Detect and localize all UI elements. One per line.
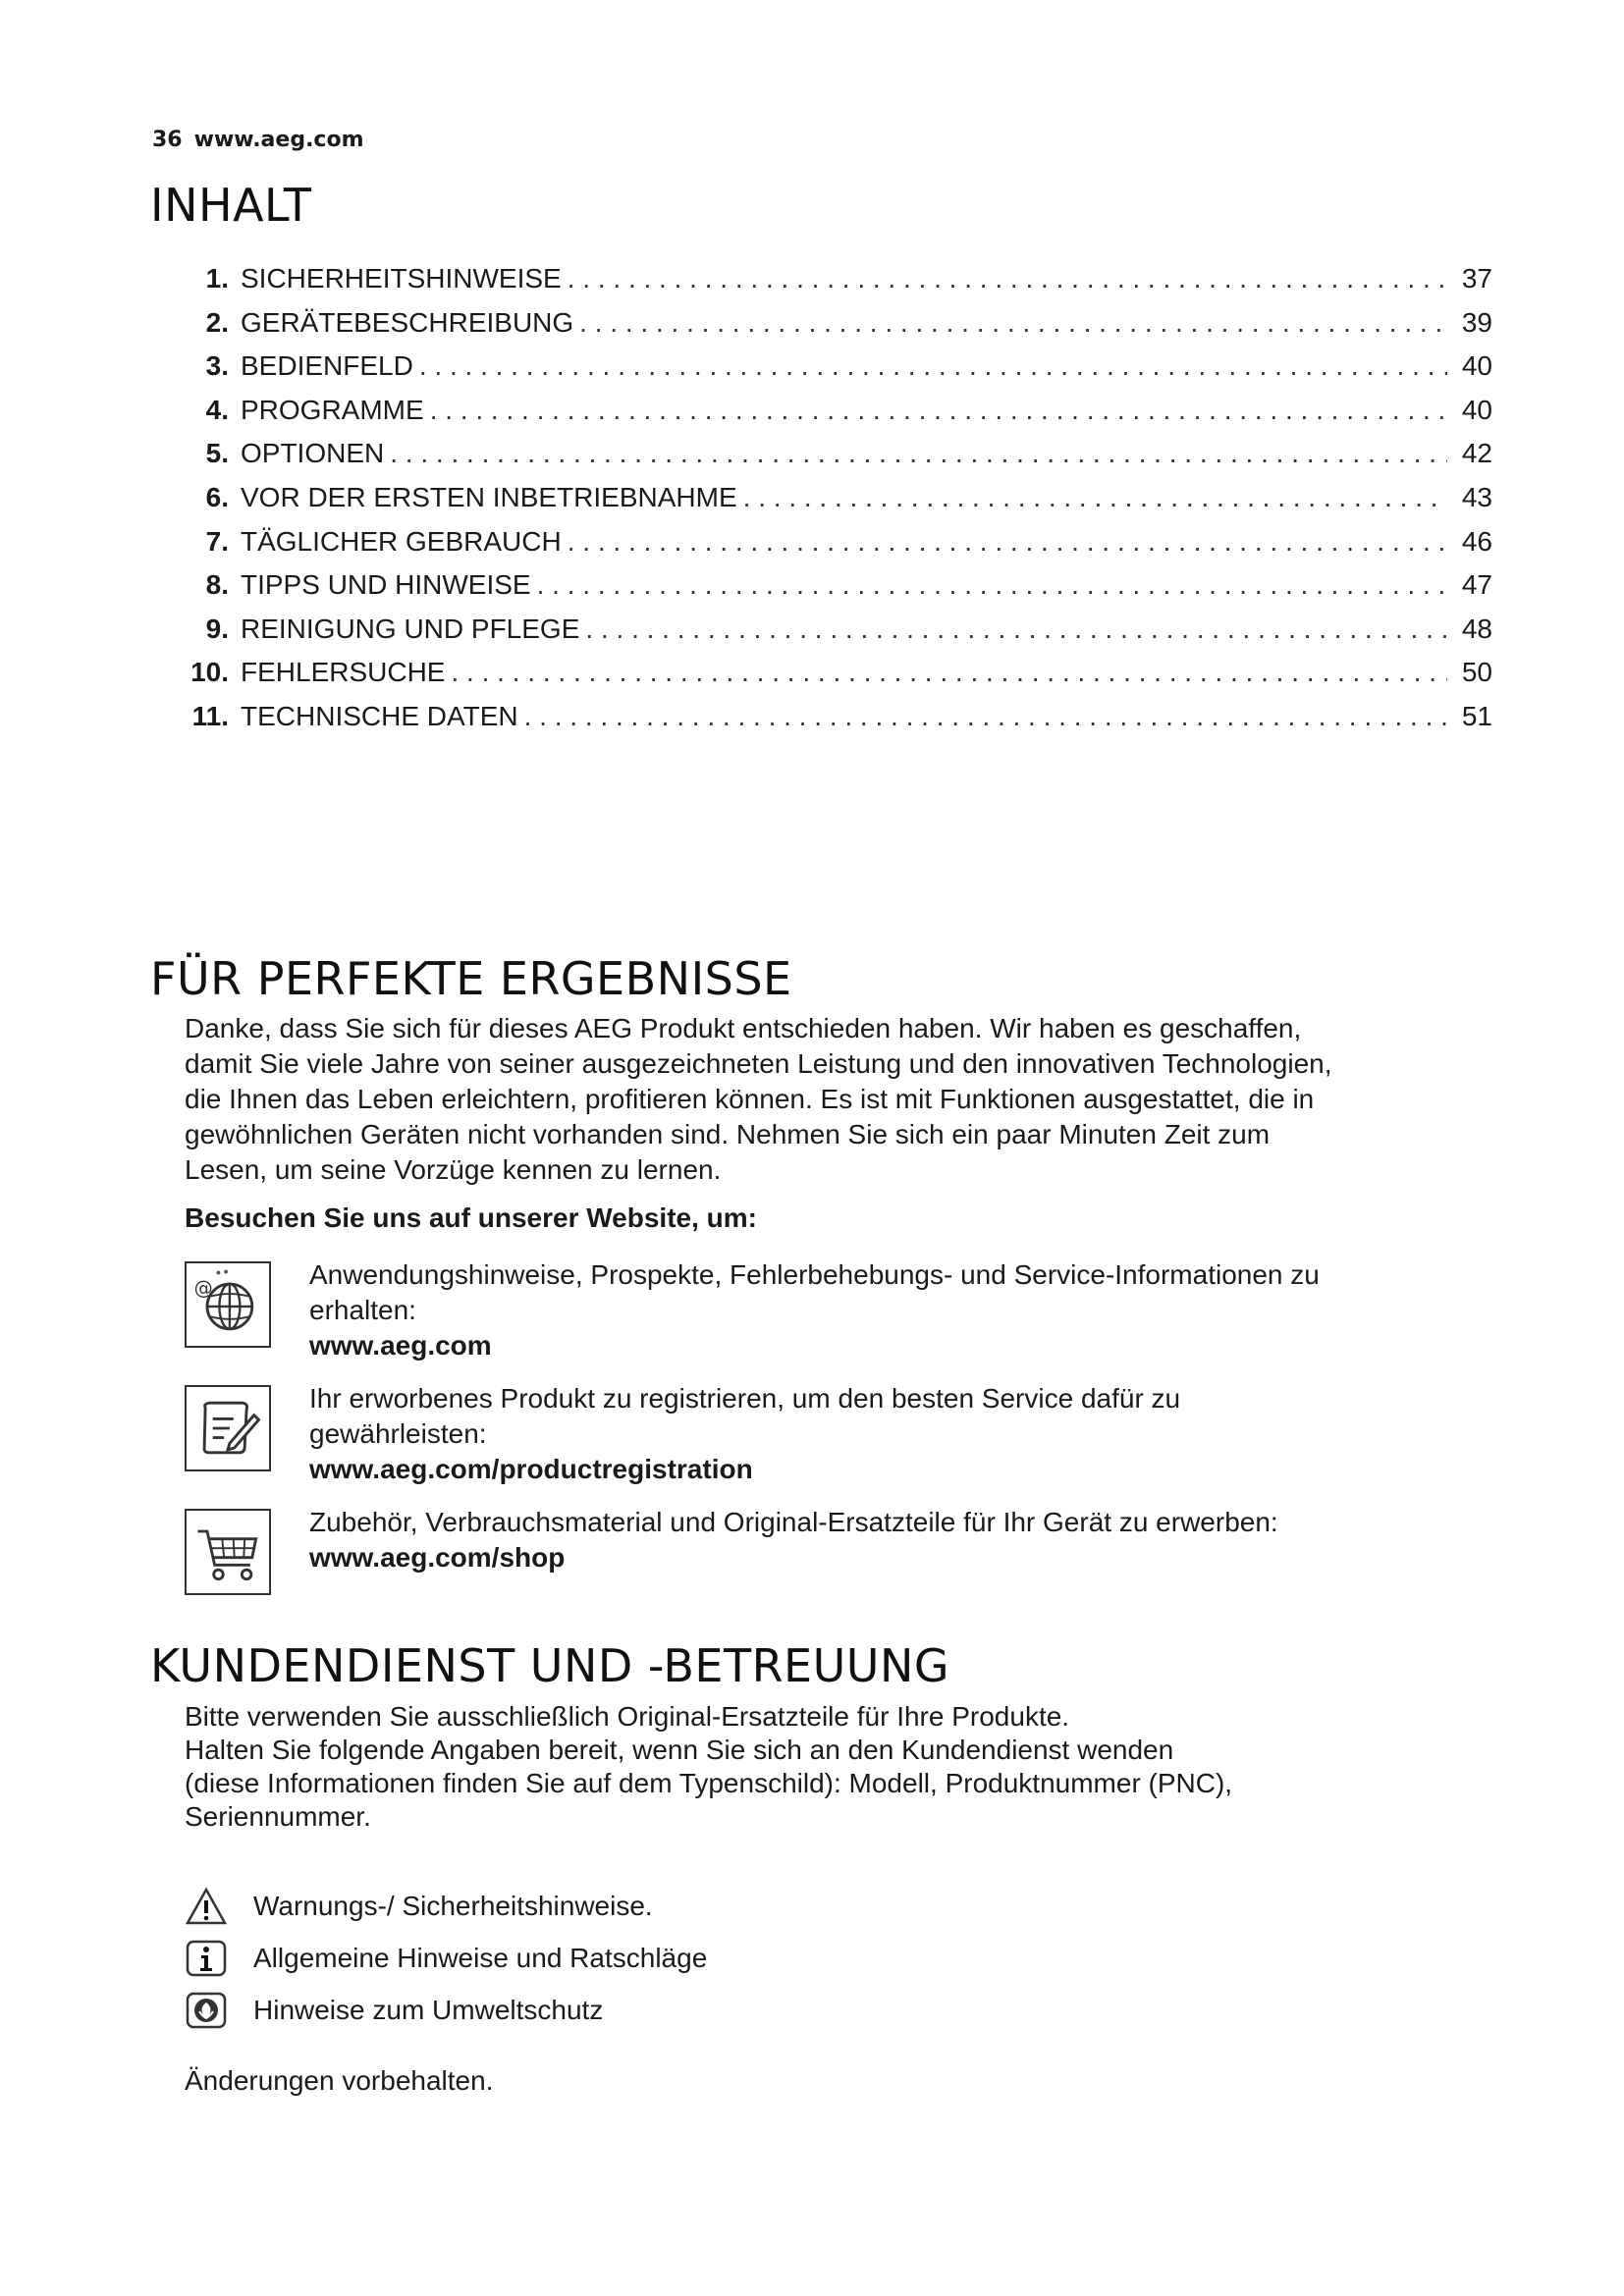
toc-item-page: 43 <box>1461 481 1492 512</box>
toc-item-title: OPTIONEN <box>241 438 385 469</box>
service-line: Seriennummer. <box>185 1801 371 1832</box>
toc-item-title: PROGRAMME <box>241 394 424 425</box>
customer-service-title: KUNDENDIENST UND -BETREUUNG <box>150 1639 950 1692</box>
toc-leader-dots <box>537 569 1447 601</box>
changes-reserved-note: Änderungen vorbehalten. <box>185 2065 494 2096</box>
toc-leader-dots <box>743 482 1447 513</box>
toc-item-page: 40 <box>1461 394 1492 425</box>
toc-item-number: 3. <box>205 350 229 382</box>
intro-paragraph <box>185 1011 1520 1188</box>
toc-item-number: 2. <box>205 306 229 338</box>
toc-item-number: 4. <box>205 394 229 425</box>
toc-item-page: 46 <box>1461 525 1492 557</box>
toc-item-page: 48 <box>1461 613 1492 644</box>
web-info-item <box>185 1509 1500 1607</box>
toc-item-title: BEDIENFELD <box>241 350 413 382</box>
web-info-item <box>185 1261 1500 1360</box>
toc-item-page: 42 <box>1461 438 1492 469</box>
toc-title: INHALT <box>150 179 312 232</box>
legend-item <box>185 1885 653 1928</box>
toc-leader-dots <box>579 307 1447 339</box>
legend-text: Hinweise zum Umweltschutz <box>253 1995 604 2025</box>
toc-item <box>172 526 1492 570</box>
toc-leader-dots <box>568 263 1447 294</box>
toc-item-title: GERÄTEBESCHREIBUNG <box>241 306 574 338</box>
toc-item-number: 8. <box>205 569 229 601</box>
toc-item-page: 50 <box>1461 657 1492 688</box>
service-line: Bitte verwenden Sie ausschließlich Original-Ersatzteile für Ihre Produkte. <box>185 1701 1070 1732</box>
toc-item-number: 7. <box>205 525 229 557</box>
shopping-cart-icon <box>185 1509 271 1595</box>
environment-icon <box>185 1991 228 2030</box>
toc-item-title: FEHLERSUCHE <box>241 657 446 688</box>
toc-item-title: REINIGUNG UND PFLEGE <box>241 613 580 644</box>
toc-item-number: 5. <box>205 438 229 469</box>
toc-item <box>172 307 1492 351</box>
visit-website-heading: Besuchen Sie uns auf unserer Website, um: <box>185 1202 757 1233</box>
toc-item-title: TIPPS UND HINWEISE <box>241 569 531 601</box>
toc-item <box>172 350 1492 395</box>
web-info-text: Anwendungshinweise, Prospekte, Fehlerbehebungs- und Service-Informationen zu <box>309 1259 1320 1290</box>
toc-leader-dots <box>390 438 1447 469</box>
web-info-text: Ihr erworbenes Produkt zu registrieren, um den besten Service dafür zu <box>309 1383 1181 1414</box>
header-url: www.aeg.com <box>193 128 364 152</box>
web-globe-icon <box>185 1261 271 1348</box>
toc-item-page: 40 <box>1461 350 1492 382</box>
intro-line: damit Sie viele Jahre von seiner ausgezeichneten Leistung und den innovativen Technologien, <box>185 1048 1332 1079</box>
toc-item <box>172 657 1492 701</box>
toc-item-title: TÄGLICHER GEBRAUCH <box>241 525 562 557</box>
toc-item-number: 11. <box>191 700 229 731</box>
registration-form-icon <box>185 1385 271 1471</box>
toc-leader-dots <box>430 395 1447 426</box>
toc-item-number: 6. <box>205 481 229 512</box>
legend-item <box>185 1989 603 2032</box>
toc-leader-dots <box>451 657 1447 688</box>
toc-item-title: TECHNISCHE DATEN <box>241 700 518 731</box>
product-registration-link[interactable]: www.aeg.com/productregistration <box>309 1454 753 1484</box>
perfect-results-title: FÜR PERFEKTE ERGEBNISSE <box>150 952 792 1005</box>
toc-item-page: 51 <box>1461 700 1492 731</box>
web-info-text: erhalten: <box>309 1295 416 1325</box>
legend-item <box>185 1937 707 1980</box>
toc-leader-dots <box>568 526 1447 558</box>
toc-leader-dots <box>524 701 1447 732</box>
intro-line: Danke, dass Sie sich für dieses AEG Produkt entschieden haben. Wir haben es geschaffen, <box>185 1013 1302 1043</box>
web-info-text: Zubehör, Verbrauchsmaterial und Original-Ersatzteile für Ihr Gerät zu erwerben: <box>309 1507 1278 1537</box>
table-of-contents <box>172 263 1492 745</box>
service-paragraph <box>185 1700 1520 1834</box>
toc-item-number: 9. <box>205 613 229 644</box>
toc-item <box>172 614 1492 658</box>
toc-item <box>172 482 1492 526</box>
service-line: (diese Informationen finden Sie auf dem Typenschild): Modell, Produktnummer (PNC), <box>185 1768 1233 1798</box>
aeg-website-link[interactable]: www.aeg.com <box>309 1330 492 1361</box>
warning-triangle-icon <box>185 1887 228 1926</box>
svg-text:@: @ <box>193 1276 213 1300</box>
toc-leader-dots <box>585 614 1447 645</box>
info-icon <box>185 1939 228 1978</box>
legend-text: Allgemeine Hinweise und Ratschläge <box>253 1943 708 1973</box>
toc-item-page: 39 <box>1461 306 1492 338</box>
toc-leader-dots <box>419 350 1447 382</box>
service-line: Halten Sie folgende Angaben bereit, wenn Sie sich an den Kundendienst wenden <box>185 1735 1174 1765</box>
intro-line: gewöhnlichen Geräten nicht vorhanden sind. Nehmen Sie sich ein paar Minuten Zeit zum <box>185 1119 1271 1149</box>
toc-item-number: 1. <box>205 263 229 294</box>
toc-item <box>172 701 1492 745</box>
web-info-item <box>185 1385 1500 1483</box>
legend-text: Warnungs-/ Sicherheitshinweise. <box>253 1891 653 1921</box>
page-number: 36 <box>152 128 183 152</box>
intro-line: die Ihnen das Leben erleichtern, profitieren können. Es ist mit Funktionen ausgestattet, die in <box>185 1084 1315 1114</box>
toc-item-page: 37 <box>1461 263 1492 294</box>
page-header <box>152 128 364 152</box>
toc-item-title: SICHERHEITSHINWEISE <box>241 263 562 294</box>
toc-item-page: 47 <box>1461 569 1492 601</box>
toc-item-title: VOR DER ERSTEN INBETRIEBNAHME <box>241 481 737 512</box>
aeg-shop-link[interactable]: www.aeg.com/shop <box>309 1542 566 1573</box>
toc-item <box>172 395 1492 439</box>
toc-item-number: 10. <box>190 657 229 688</box>
toc-item <box>172 263 1492 307</box>
toc-item <box>172 569 1492 614</box>
web-info-text: gewährleisten: <box>309 1418 487 1449</box>
toc-item <box>172 438 1492 482</box>
intro-line: Lesen, um seine Vorzüge kennen zu lernen. <box>185 1154 722 1185</box>
